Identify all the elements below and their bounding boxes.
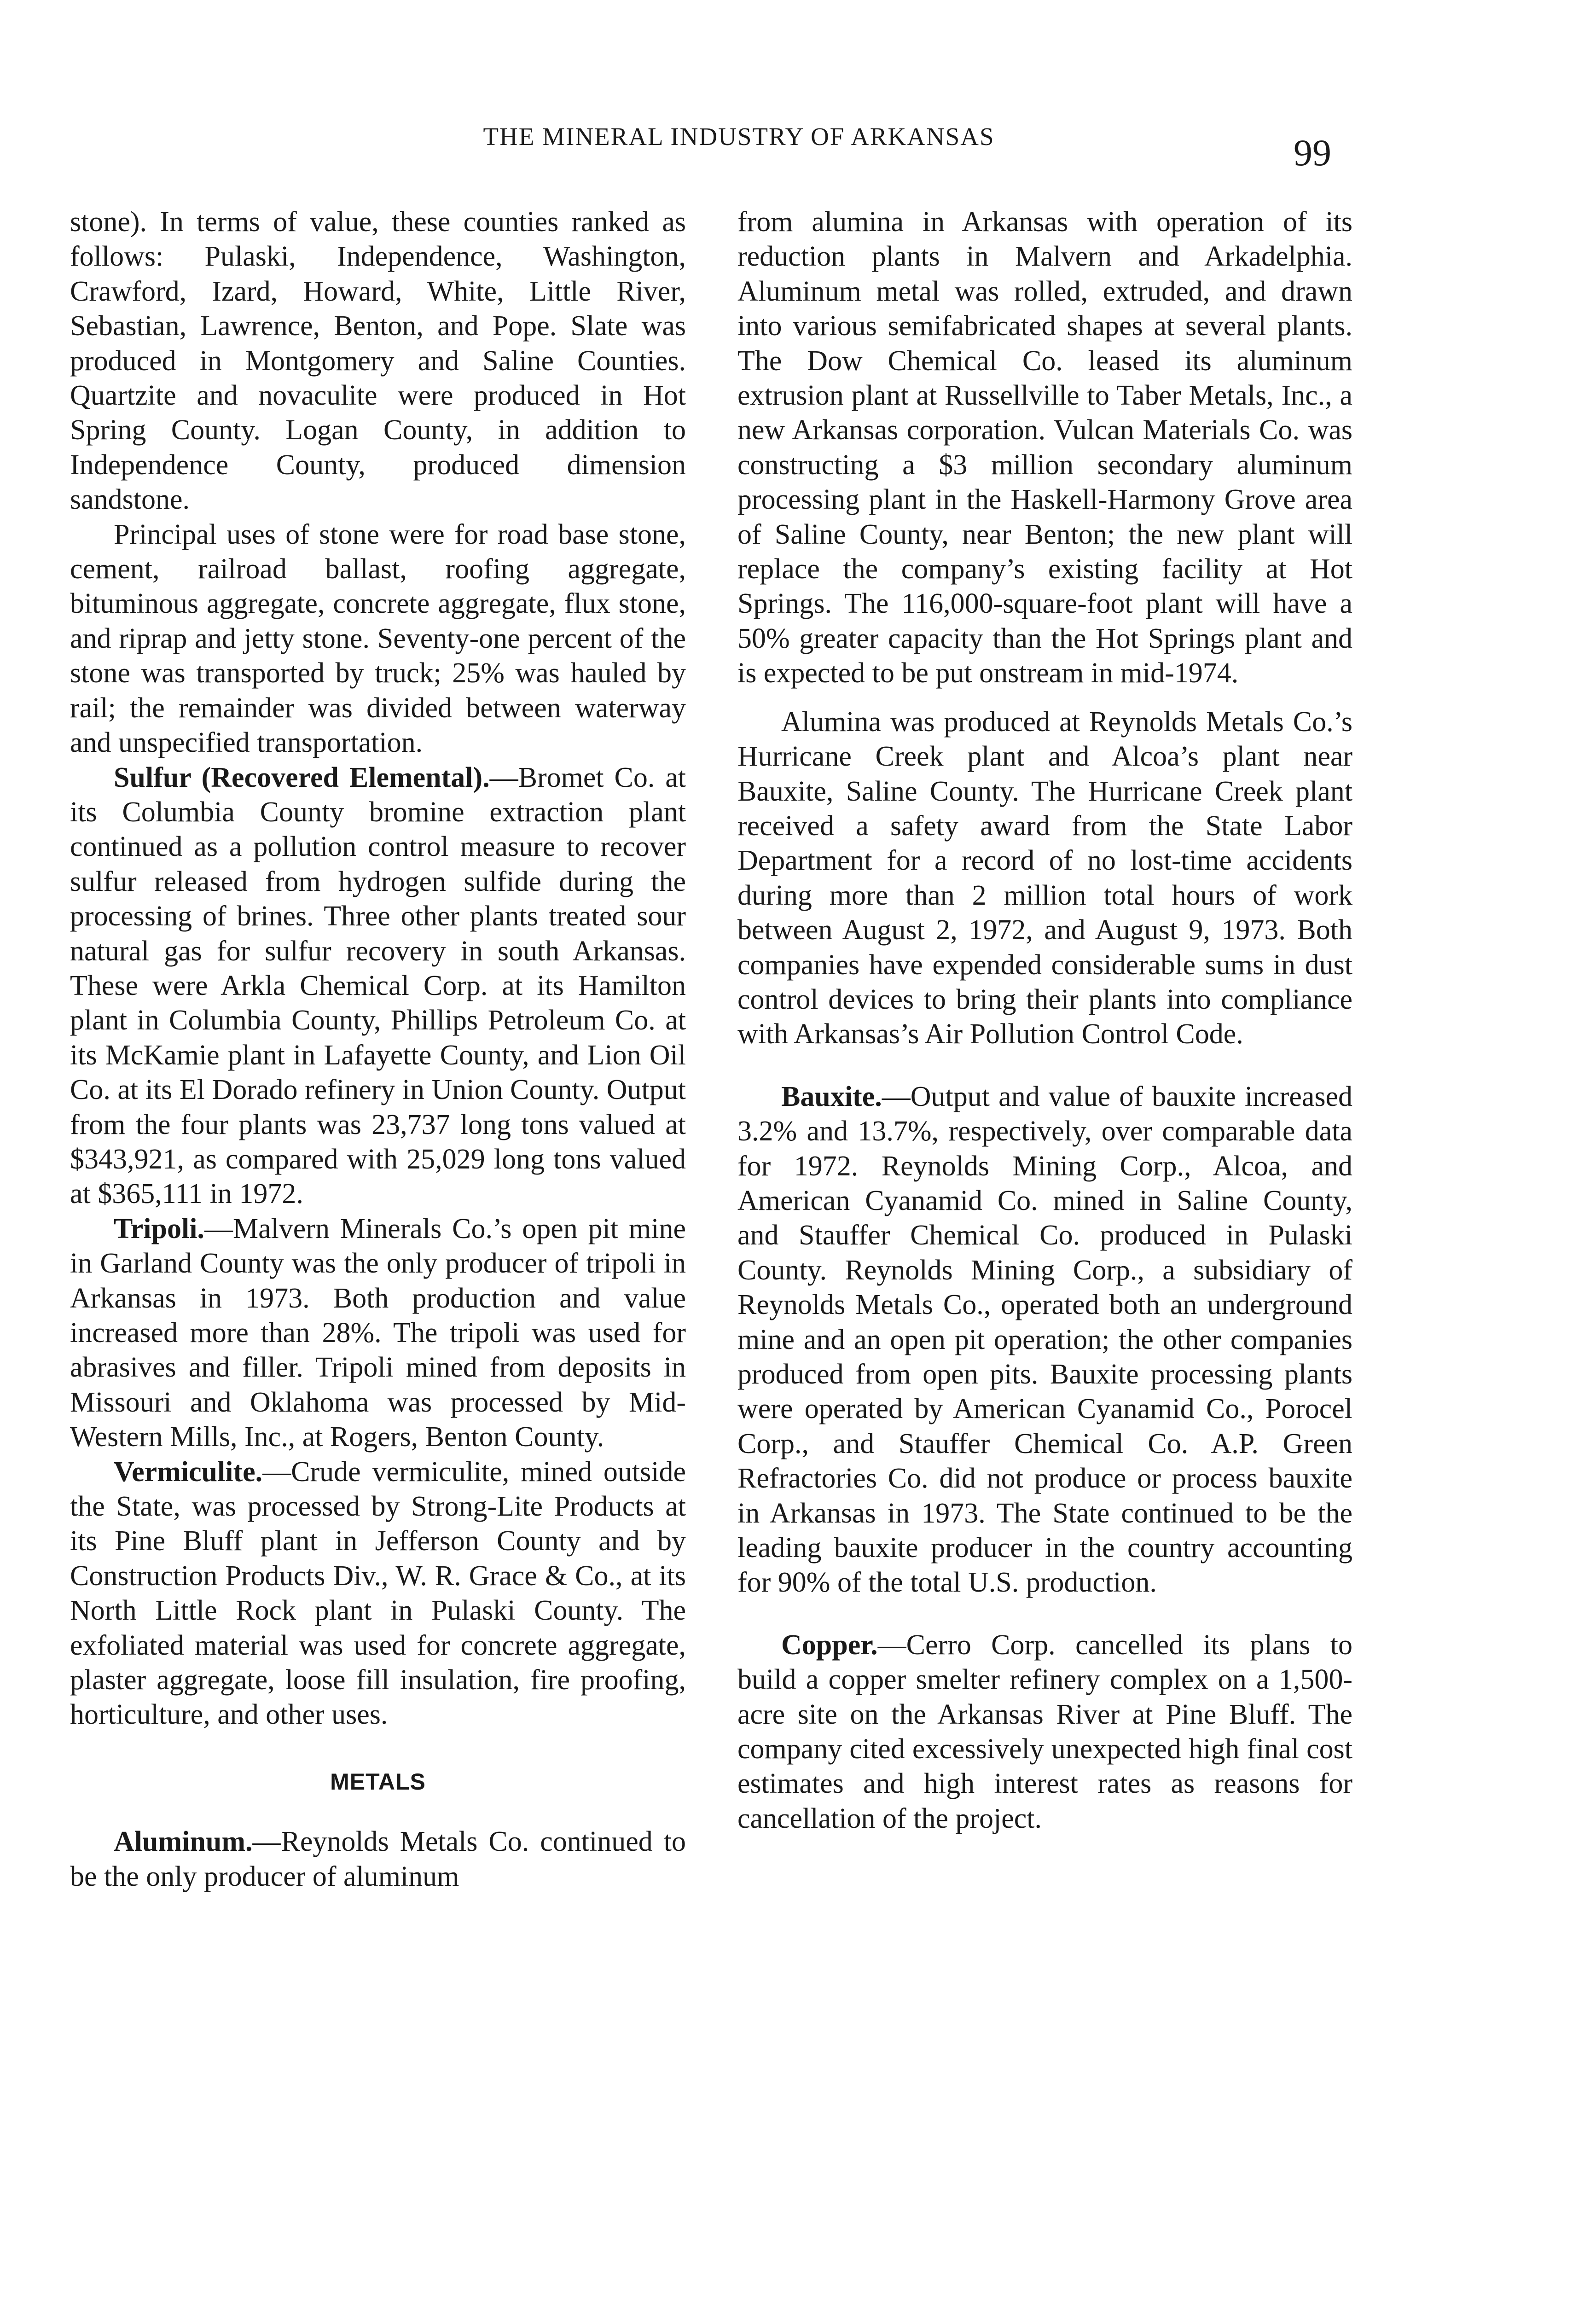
copper-text: —Cerro Corp. cancelled its plans to build a copper smelter refinery complex on a 1,500-acre site on the Arkansas River at Pine Bluff. The company cited excessively unexpected high final cost estimates and high interest rates as reasons for cancellation of the project.	[737, 1629, 1352, 1834]
section-heading-metals: METALS	[330, 1768, 426, 1795]
right-column	[737, 205, 1352, 1836]
page-number: 99	[1294, 132, 1331, 174]
tripoli-paragraph	[70, 1212, 686, 1455]
vermiculite-paragraph	[70, 1455, 686, 1732]
copper-paragraph	[737, 1628, 1352, 1836]
sulfur-paragraph	[70, 761, 686, 1212]
copper-heading: Copper.	[781, 1629, 878, 1661]
aluminum-continued-paragraph: from alumina in Arkansas with operation of its reduction plants in Malvern and Arkadelphia. Aluminum metal was rolled, extruded, and drawn into various semifabricated shapes at several plants. The Dow Chemical Co. leased its aluminum extrusion plant at Russellville to Taber Metals, Inc., a new Arkansas corporation. Vulcan Materials Co. was constructing a $3 million secondary aluminum processing plant in the Haskell-Harmony Grove area of Saline County, near Benton; the new plant will replace the company’s existing facility at Hot Springs. The 116,000-square-foot plant will have a 50% greater capacity than the Hot Springs plant and is expected to be put onstream in mid-1974.	[737, 206, 1352, 689]
bauxite-text: —Output and value of bauxite increased 3.2% and 13.7%, respectively, over comparable data for 1972. Reynolds Mining Corp., Alcoa, and American Cyanamid Co. mined in Saline County, and Stauffer Chemical Co. produced in Pulaski County. Reynolds Mining Corp., a subsidiary of Reynolds Metals Co., operated both an underground mine and an open pit operation; the other companies produced from open pits. Bauxite processing plants were operated by American Cyanamid Co., Porocel Corp., and Stauffer Chemical Co. A.P. Green Refractories Co. did not produce or process bauxite in Arkansas in 1973. The State continued to be the leading bauxite producer in the country accounting for 90% of the total U.S. production.	[737, 1081, 1352, 1599]
alumina-paragraph: Alumina was produced at Reynolds Metals Co.’s Hurricane Creek plant and Alcoa’s plant near Bauxite, Saline County. The Hurricane Creek plant received a safety award from the State Labor Department for a record of no lost-time accidents during more than 2 million total hours of work between August 2, 1972, and August 9, 1973. Both companies have expended considerable sums in dust control devices to bring their plants into compliance with Arkansas’s Air Pollution Control Code.	[737, 706, 1352, 1050]
aluminum-paragraph	[70, 1825, 686, 1894]
stone-counties-paragraph: stone). In terms of value, these counties ranked as follows: Pulaski, Independence, Washington, Crawford, Izard, Howard, White, Little River, Sebastian, Lawrence, Benton, and Pope. Slate was produced in Montgomery and Saline Counties. Quartzite and novaculite were produced in Hot Spring County. Logan County, in addition to Independence County, produced dimension sandstone.	[70, 206, 686, 516]
running-header: THE MINERAL INDUSTRY OF ARKANSAS	[483, 122, 995, 151]
sulfur-heading: Sulfur (Recovered Elemental).	[114, 762, 490, 793]
vermiculite-heading: Vermiculite.	[114, 1456, 263, 1488]
bauxite-heading: Bauxite.	[781, 1081, 882, 1112]
tripoli-heading: Tripoli.	[114, 1213, 204, 1244]
bauxite-paragraph	[737, 1080, 1352, 1600]
vermiculite-text: —Crude vermiculite, mined outside the State, was processed by Strong-Lite Products at its Pine Bluff plant in Jefferson County and by Construction Products Div., W. R. Grace & Co., at its North Little Rock plant in Pulaski County. The exfoliated material was used for concrete aggregate, plaster aggregate, loose fill insulation, fire proofing, horticulture, and other uses.	[70, 1456, 686, 1731]
tripoli-text: —Malvern Minerals Co.’s open pit mine in Garland County was the only producer of tripoli in Arkansas in 1973. Both production and value increased more than 28%. The tripoli was used for abrasives and filler. Tripoli mined from deposits in Missouri and Oklahoma was processed by Mid-Western Mills, Inc., at Rogers, Benton County.	[70, 1213, 686, 1453]
sulfur-text: —Bromet Co. at its Columbia County bromine extraction plant continued as a pollution control measure to recover sulfur released from hydrogen sulfide during the processing of brines. Three other plants treated sour natural gas for sulfur recovery in south Arkansas. These were Arkla Chemical Corp. at its Hamilton plant in Columbia County, Phillips Petroleum Co. at its McKamie plant in Lafayette County, and Lion Oil Co. at its El Dorado refinery in Union County. Output from the four plants was 23,737 long tons valued at $343,921, as compared with 25,029 long tons valued at $365,111 in 1972.	[70, 762, 686, 1210]
stone-uses-paragraph: Principal uses of stone were for road base stone, cement, railroad ballast, roofing aggregate, bituminous aggregate, concrete aggregate, flux stone, and riprap and jetty stone. Seventy-one percent of the stone was transported by truck; 25% was hauled by rail; the remainder was divided between waterway and unspecified transportation.	[70, 518, 686, 759]
aluminum-text: —Reynolds Metals Co. continued to be the only producer of aluminum	[70, 1826, 686, 1892]
left-column	[70, 205, 686, 1894]
aluminum-heading: Aluminum.	[114, 1826, 253, 1858]
